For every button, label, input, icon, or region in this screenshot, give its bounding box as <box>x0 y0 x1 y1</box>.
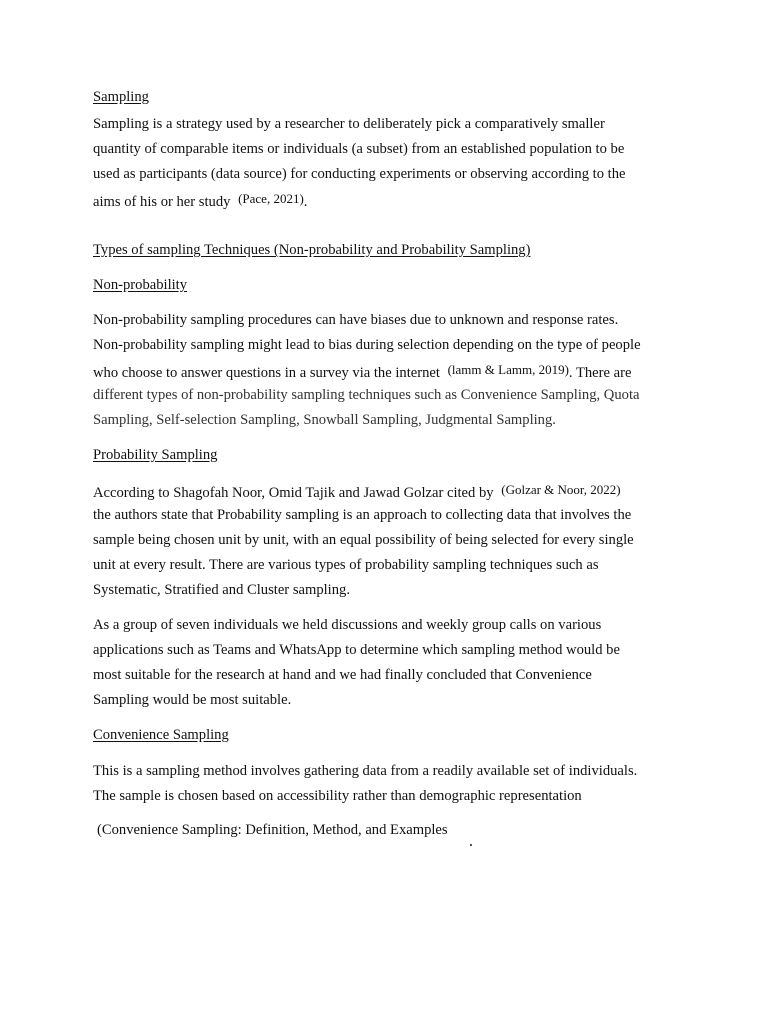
stray-mark <box>470 844 472 846</box>
citation-tail: . There are <box>568 365 632 381</box>
heading-types-of-sampling: Types of sampling Techniques (Non-probability and Probability Sampling) <box>93 242 531 258</box>
citation-lamm: (lamm & Lamm, 2019) <box>447 362 569 377</box>
citation-convenience: (Convenience Sampling: Definition, Method, and Examples <box>97 822 448 838</box>
paragraph-line: sample being chosen unit by unit, with an equal possibility of being selected for every single <box>93 532 634 548</box>
paragraph-text: aims of his or her study <box>93 194 231 210</box>
paragraph-line: Non-probability sampling procedures can have biases due to unknown and response rates. <box>93 312 619 328</box>
paragraph-line-with-citation <box>93 481 621 502</box>
paragraph-line: different types of non-probability sampling techniques such as Convenience Sampling, Quota <box>93 387 640 403</box>
paragraph-line: Non-probability sampling might lead to bias during selection depending on the type of people <box>93 337 641 353</box>
paragraph-line: most suitable for the research at hand and we had finally concluded that Convenience <box>93 667 592 683</box>
citation-golzar: (Golzar & Noor, 2022) <box>501 482 621 497</box>
paragraph-line: The sample is chosen based on accessibility rather than demographic representation <box>93 788 582 804</box>
paragraph-line: Systematic, Stratified and Cluster sampling. <box>93 582 350 598</box>
heading-sampling: Sampling <box>93 89 149 105</box>
heading-probability-sampling: Probability Sampling <box>93 447 218 463</box>
paragraph-line-with-citation <box>93 190 307 211</box>
paragraph-line: As a group of seven individuals we held discussions and weekly group calls on various <box>93 617 602 633</box>
paragraph-line: quantity of comparable items or individuals (a subset) from an established population to be <box>93 141 625 157</box>
heading-convenience-sampling: Convenience Sampling <box>93 727 229 743</box>
paragraph-line: the authors state that Probability sampling is an approach to collecting data that involves the <box>93 507 632 523</box>
citation-tail: . <box>303 194 308 210</box>
paragraph-text: According to Shagofah Noor, Omid Tajik and Jawad Golzar cited by <box>93 485 494 501</box>
paragraph-line: Sampling, Self-selection Sampling, Snowball Sampling, Judgmental Sampling. <box>93 412 556 428</box>
heading-non-probability: Non-probability <box>93 277 188 293</box>
paragraph-line: applications such as Teams and WhatsApp to determine which sampling method would be <box>93 642 620 658</box>
paragraph-line-with-citation <box>93 361 631 382</box>
citation-pace: (Pace, 2021) <box>238 191 304 206</box>
paragraph-line: used as participants (data source) for conducting experiments or observing according to the <box>93 166 626 182</box>
paragraph-text: who choose to answer questions in a survey via the internet <box>93 365 440 381</box>
paragraph-line: Sampling is a strategy used by a researcher to deliberately pick a comparatively smaller <box>93 116 605 132</box>
paragraph-line: Sampling would be most suitable. <box>93 692 292 708</box>
paragraph-line: This is a sampling method involves gathering data from a readily available set of individuals. <box>93 763 638 779</box>
paragraph-line: unit at every result. There are various types of probability sampling techniques such as <box>93 557 599 573</box>
